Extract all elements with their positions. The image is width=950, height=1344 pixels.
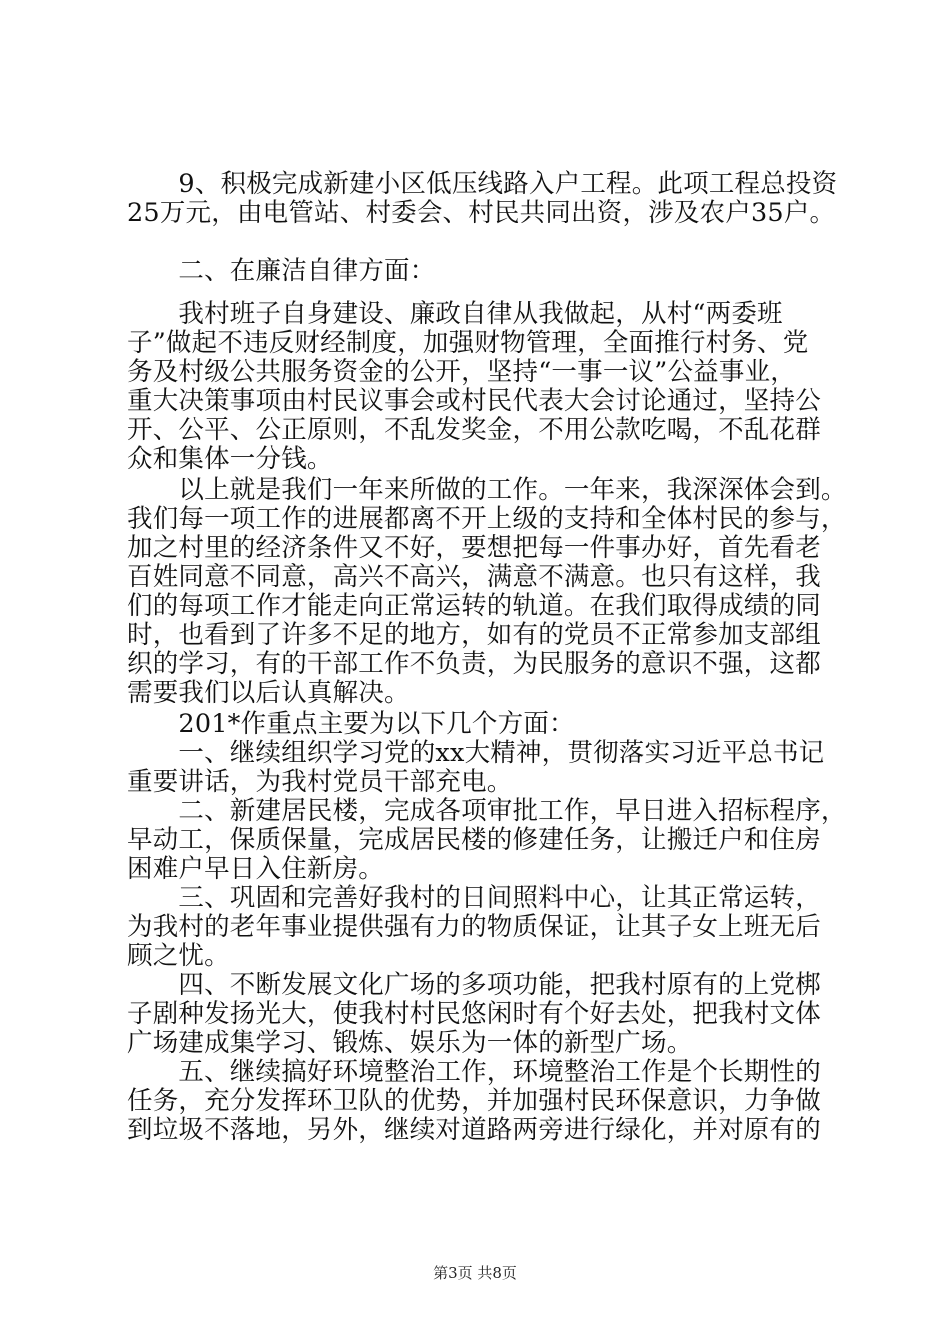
text-line: 需要我们以后认真解决。 bbox=[127, 678, 410, 708]
text-line: 9、积极完成新建小区低压线路入户工程。此项工程总投资 bbox=[127, 169, 838, 199]
text-line: 众和集体一分钱。 bbox=[127, 444, 333, 474]
section-heading bbox=[127, 257, 827, 286]
text-line: 25万元，由电管站、村委会、村民共同出资，涉及农户35户。 bbox=[127, 198, 836, 228]
text-line: 为我村的老年事业提供强有力的物质保证，让其子女上班无后 bbox=[127, 912, 821, 942]
paragraph bbox=[127, 300, 827, 474]
text-line: 201*作重点主要为以下几个方面： bbox=[127, 709, 575, 739]
text-line: 重要讲话，为我村党员干部充电。 bbox=[127, 767, 513, 797]
text-line: 困难户早日入住新房。 bbox=[127, 854, 385, 884]
text-line: 一、继续组织学习党的xx大精神，贯彻落实习近平总书记 bbox=[127, 738, 825, 768]
text-line: 开、公平、公正原则，不乱发奖金，不用公款吃喝，不乱花群 bbox=[127, 415, 821, 445]
text-line: 加之村里的经济条件又不好，要想把每一件事办好，首先看老 bbox=[127, 533, 821, 563]
page-number-footer: 第3页 共8页 bbox=[433, 1264, 517, 1282]
paragraph bbox=[127, 884, 827, 971]
text-line: 织的学习，有的干部工作不负责，为民服务的意识不强，这都 bbox=[127, 649, 821, 679]
paragraph bbox=[127, 710, 827, 739]
text-line: 重大决策事项由村民议事会或村民代表大会讨论通过，坚持公 bbox=[127, 386, 821, 416]
text-line: 我村班子自身建设、廉政自律从我做起，从村“两委班 bbox=[127, 299, 783, 329]
text-line: 任务，充分发挥环卫队的优势，并加强村民环保意识，力争做 bbox=[127, 1086, 821, 1116]
text-line: 时，也看到了许多不足的地方，如有的党员不正常参加支部组 bbox=[127, 620, 821, 650]
text-line: 二、新建居民楼，完成各项审批工作，早日进入招标程序， bbox=[127, 796, 847, 826]
text-line: 二、在廉洁自律方面： bbox=[127, 256, 436, 286]
text-line: 顾之忧。 bbox=[127, 941, 230, 971]
paragraph bbox=[127, 475, 847, 708]
text-line: 早动工，保质保量，完成居民楼的修建任务，让搬迁户和住房 bbox=[127, 825, 821, 855]
text-line: 百姓同意不同意，高兴不高兴，满意不满意。也只有这样，我 bbox=[127, 562, 821, 592]
text-line: 我们每一项工作的进展都离不开上级的支持和全体村民的参与， bbox=[127, 504, 847, 534]
text-line: 子剧种发扬光大，使我村村民悠闲时有个好去处，把我村文体 bbox=[127, 999, 821, 1029]
text-line: 以上就是我们一年来所做的工作。一年来，我深深体会到。 bbox=[127, 475, 847, 505]
text-line: 五、继续搞好环境整治工作，环境整治工作是个长期性的 bbox=[127, 1057, 821, 1087]
text-line: 子”做起不违反财经制度，加强财物管理，全面推行村务、党 bbox=[127, 328, 809, 358]
text-line: 三、巩固和完善好我村的日间照料中心，让其正常运转， bbox=[127, 883, 821, 913]
paragraph bbox=[127, 739, 827, 797]
paragraph bbox=[127, 796, 847, 884]
text-line: 四、不断发展文化广场的多项功能，把我村原有的上党梆 bbox=[127, 970, 821, 1000]
text-line: 务及村级公共服务资金的公开，坚持“一事一议”公益事业， bbox=[127, 357, 796, 387]
paragraph bbox=[127, 971, 827, 1058]
text-line: 到垃圾不落地，另外，继续对道路两旁进行绿化，并对原有的 bbox=[127, 1115, 821, 1145]
paragraph bbox=[127, 169, 838, 228]
paragraph bbox=[127, 1058, 827, 1145]
text-line: 广场建成集学习、锻炼、娱乐为一体的新型广场。 bbox=[127, 1028, 693, 1058]
text-line: 们的每项工作才能走向正常运转的轨道。在我们取得成绩的同 bbox=[127, 591, 821, 621]
